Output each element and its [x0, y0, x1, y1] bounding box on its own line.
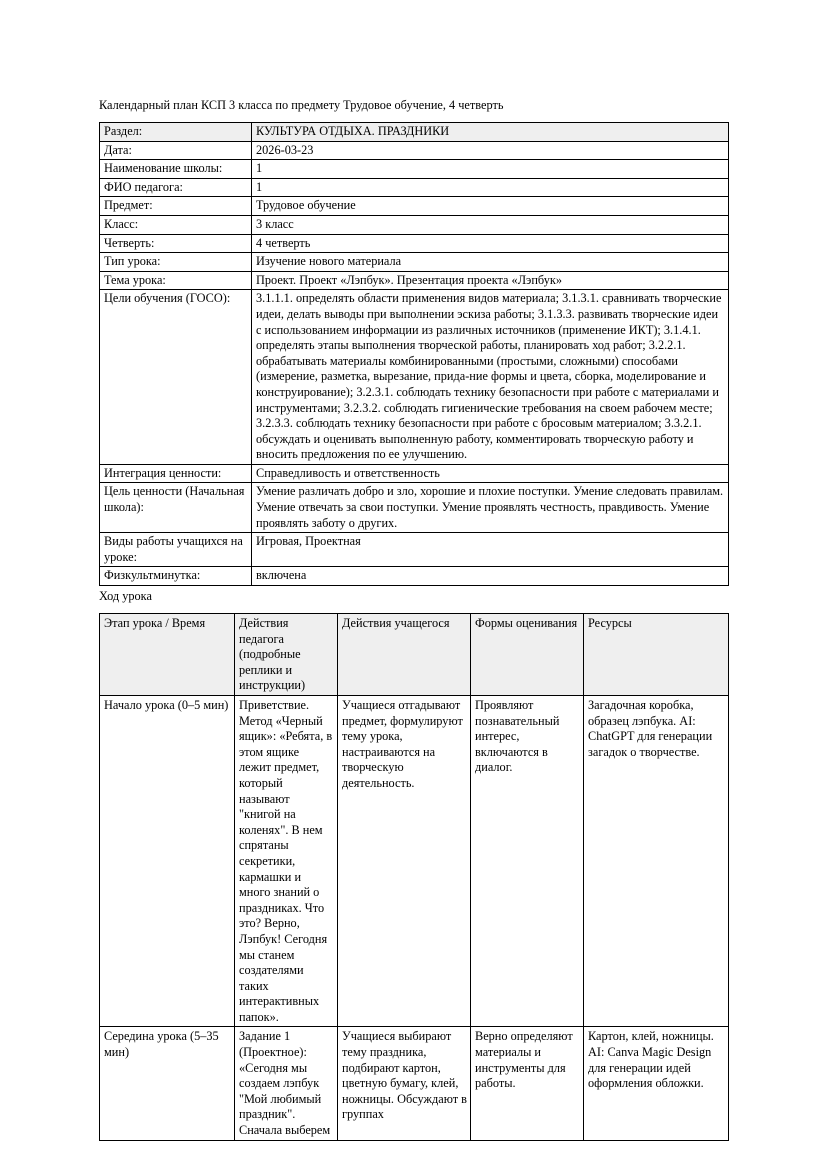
flow-assessment: Верно определяют материалы и инструменты для работы. [471, 1027, 584, 1140]
table-row [100, 533, 729, 567]
flow-teacher-actions: Задание 1 (Проектное): «Сегодня мы создаем лэпбук "Мой любимый праздник". Сначала выберем [235, 1027, 338, 1140]
info-row-label: Четверть: [100, 234, 252, 253]
column-header: Ресурсы [584, 614, 729, 696]
info-row-label: Интеграция ценности: [100, 464, 252, 483]
lesson-flow-body [100, 696, 729, 1141]
section-caption: Ход урока [99, 589, 152, 604]
info-row-value: Справедливость и ответственность [252, 464, 729, 483]
page-title: Календарный план КСП 3 класса по предмету Трудовое обучение, 4 четверть [99, 98, 504, 112]
info-row-value: 1 [252, 178, 729, 197]
info-row-value: 4 четверть [252, 234, 729, 253]
table-row [100, 253, 729, 272]
table-header-row [100, 614, 729, 696]
flow-assessment: Проявляют познавательный интерес, включаются в диалог. [471, 696, 584, 1027]
flow-resources: Картон, клей, ножницы. AI: Canva Magic Design для генерации идей оформления обложки. [584, 1027, 729, 1140]
lesson-flow-head [100, 614, 729, 696]
info-row-label: Цель ценности (Начальная школа): [100, 483, 252, 533]
table-row [100, 696, 729, 1027]
info-row-value: включена [252, 567, 729, 586]
flow-student-actions: Учащиеся отгадывают предмет, формулируют тему урока, настраиваются на творческую деятельность. [338, 696, 471, 1027]
info-row-label: Тема урока: [100, 271, 252, 290]
info-row-value: Проект. Проект «Лэпбук». Презентация проекта «Лэпбук» [252, 271, 729, 290]
flow-teacher-actions: Приветствие. Метод «Черный ящик»: «Ребята, в этом ящике лежит предмет, который называют "книгой на коленях". В нем спрятаны секретики, кармашки и много знаний о праздниках. Что это? Верно, Лэпбук! Сегодня мы станем создателями таких интерактивных папок». [235, 696, 338, 1027]
info-row-label: Физкультминутка: [100, 567, 252, 586]
table-row [100, 123, 729, 142]
table-row [100, 197, 729, 216]
table-row [100, 290, 729, 465]
info-row-label: Тип урока: [100, 253, 252, 272]
lesson-info-body [100, 123, 729, 586]
table-row [100, 483, 729, 533]
table-row [100, 567, 729, 586]
info-row-label: Дата: [100, 141, 252, 160]
info-row-label: Класс: [100, 215, 252, 234]
info-row-value: Трудовое обучение [252, 197, 729, 216]
info-row-value: Изучение нового материала [252, 253, 729, 272]
info-row-label: Виды работы учащихся на уроке: [100, 533, 252, 567]
table-row [100, 464, 729, 483]
info-row-label: Раздел: [100, 123, 252, 142]
info-row-value: 2026-03-23 [252, 141, 729, 160]
info-row-label: Цели обучения (ГОСО): [100, 290, 252, 465]
info-row-label: Предмет: [100, 197, 252, 216]
info-row-value: КУЛЬТУРА ОТДЫХА. ПРАЗДНИКИ [252, 123, 729, 142]
table-row [100, 178, 729, 197]
lesson-flow-table [99, 613, 729, 1141]
table-row [100, 215, 729, 234]
flow-stage: Середина урока (5–35 мин) [100, 1027, 235, 1140]
info-row-label: ФИО педагога: [100, 178, 252, 197]
table-row [100, 160, 729, 179]
column-header: Действия учащегося [338, 614, 471, 696]
column-header: Действия педагога (подробные реплики и инструкции) [235, 614, 338, 696]
flow-student-actions: Учащиеся выбирают тему праздника, подбирают картон, цветную бумагу, клей, ножницы. Обсуждают в группах [338, 1027, 471, 1140]
table-row [100, 271, 729, 290]
column-header: Этап урока / Время [100, 614, 235, 696]
flow-stage: Начало урока (0–5 мин) [100, 696, 235, 1027]
column-header: Формы оценивания [471, 614, 584, 696]
info-row-value: 3 класс [252, 215, 729, 234]
info-row-value: Игровая, Проектная [252, 533, 729, 567]
lesson-info-table [99, 122, 729, 586]
info-row-value: Умение различать добро и зло, хорошие и плохие поступки. Умение следовать правилам. Умение отвечать за свои поступки. Умение проявлять честность, правдивость. Умение проявлять заботу о других. [252, 483, 729, 533]
info-row-value: 1 [252, 160, 729, 179]
table-row [100, 234, 729, 253]
table-row [100, 141, 729, 160]
table-row [100, 1027, 729, 1140]
info-row-label: Наименование школы: [100, 160, 252, 179]
flow-resources: Загадочная коробка, образец лэпбука. AI: ChatGPT для генерации загадок о творчестве. [584, 696, 729, 1027]
info-row-value: 3.1.1.1. определять области применения видов материала; 3.1.3.1. сравнивать творческие идеи, делать выводы при выполнении эскиза работы; 3.1.3.3. развивать творческие идеи с использованием информации из различных источников (применение ИКТ); 3.1.4.1. определять этапы выполнения творческой работы, планировать ход работ; 3.2.2.1. обрабатывать материалы комбинированными (простыми, сложными) способами (измерение, разметка, вырезание, прида-ние формы и цвета, сборка, моделирование и конструирование); 3.2.3.1. соблюдать технику безопасности при работе с материалами и инструментами; 3.2.3.2. соблюдать гигиенические требования на своем рабочем месте; 3.2.3.3. соблюдать технику безопасности при работе с бросовым материалом; 3.3.2.1. обсуждать и оценивать выполненную работу, комментировать творческую работу и вносить предложения по ее улучшению. [252, 290, 729, 465]
